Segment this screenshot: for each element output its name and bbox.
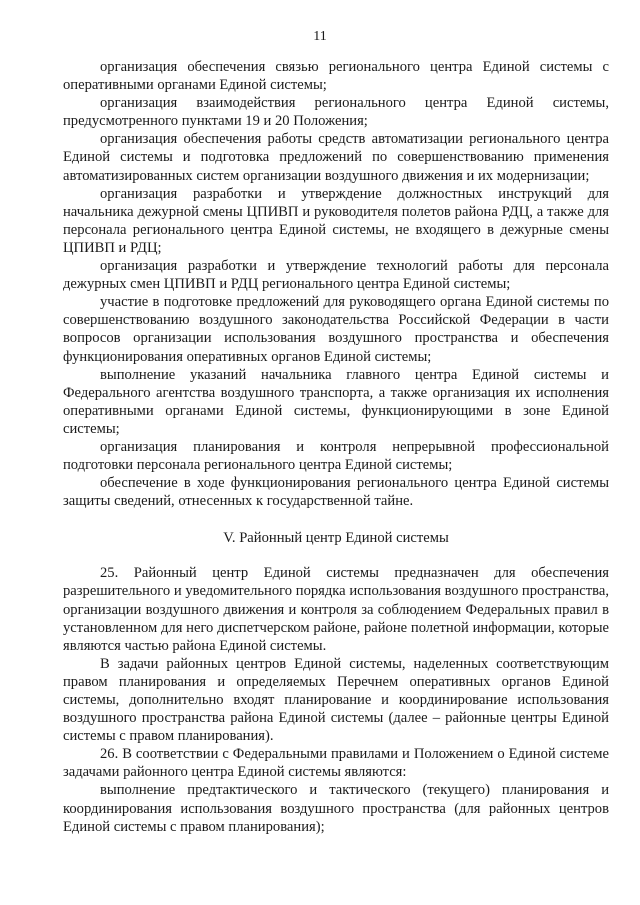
section-heading: V. Районный центр Единой системы — [223, 530, 449, 547]
paragraph: 25. Районный центр Единой системы предназначен для обеспечения разрешительного и уведомительного порядка использования воздушного пространства, организации воздушного движения и контроля за соблюдением Федеральных правил в установленном для него диспетчерском районе, районе полетной информации, которые являются частью района Единой системы. — [63, 565, 609, 654]
page-number: 11 — [313, 29, 327, 44]
paragraph: организация разработки и утверждение технологий работы для персонала дежурных смен ЦПИВП и РДЦ регионального центра Единой системы; — [63, 258, 609, 293]
paragraph: выполнение указаний начальника главного центра Единой системы и Федерального агентства воздушного транспорта, а также организация их исполнения оперативными органами Единой системы, функционирующими в зоне Единой системы; — [63, 366, 609, 437]
paragraph: 26. В соответствии с Федеральными правилами и Положением о Единой системе задачами районного центра Единой системы являются: — [63, 746, 609, 781]
paragraph: организация обеспечения связью регионального центра Единой системы с оперативными органами Единой системы; — [63, 59, 609, 94]
paragraph: организация планирования и контроля непрерывной профессиональной подготовки персонала регионального центра Единой системы; — [63, 438, 609, 474]
paragraph: обеспечение в ходе функционирования регионального центра Единой системы защиты сведений, отнесенных к государственной тайне. — [63, 475, 609, 510]
paragraph: выполнение предтактического и тактического (текущего) планирования и координирования использования воздушного пространства (для районных центров Единой системы с правом планирования); — [63, 782, 609, 835]
document-body — [63, 58, 609, 836]
paragraph: организация разработки и утверждение должностных инструкций для начальника дежурной смены ЦПИВП и руководителя полетов района РДЦ, а также для персонала регионального центра Единой системы, не входящего в дежурные смены ЦПИВП и РДЦ; — [63, 185, 609, 256]
paragraph: организация обеспечения работы средств автоматизации регионального центра Единой системы и подготовка предложений по совершенствованию применения автоматизированных систем организации воздушного движения и их модернизации; — [63, 131, 609, 184]
paragraph: участие в подготовке предложений для руководящего органа Единой системы по совершенствованию воздушного законодательства Российской Федерации в части вопросов организации использования воздушного пространства и обеспечения функционирования оперативных органов Единой системы; — [63, 294, 609, 365]
paragraph: организация взаимодействия регионального центра Единой системы, предусмотренного пунктами 19 и 20 Положения; — [63, 95, 609, 130]
paragraph: В задачи районных центров Единой системы, наделенных соответствующим правом планирования и определяемых Перечнем оперативных органов Единой системы, дополнительно входят планирование и координирование использования воздушного пространства района Единой системы (далее – районные центры Единой системы с правом планирования). — [63, 655, 609, 745]
